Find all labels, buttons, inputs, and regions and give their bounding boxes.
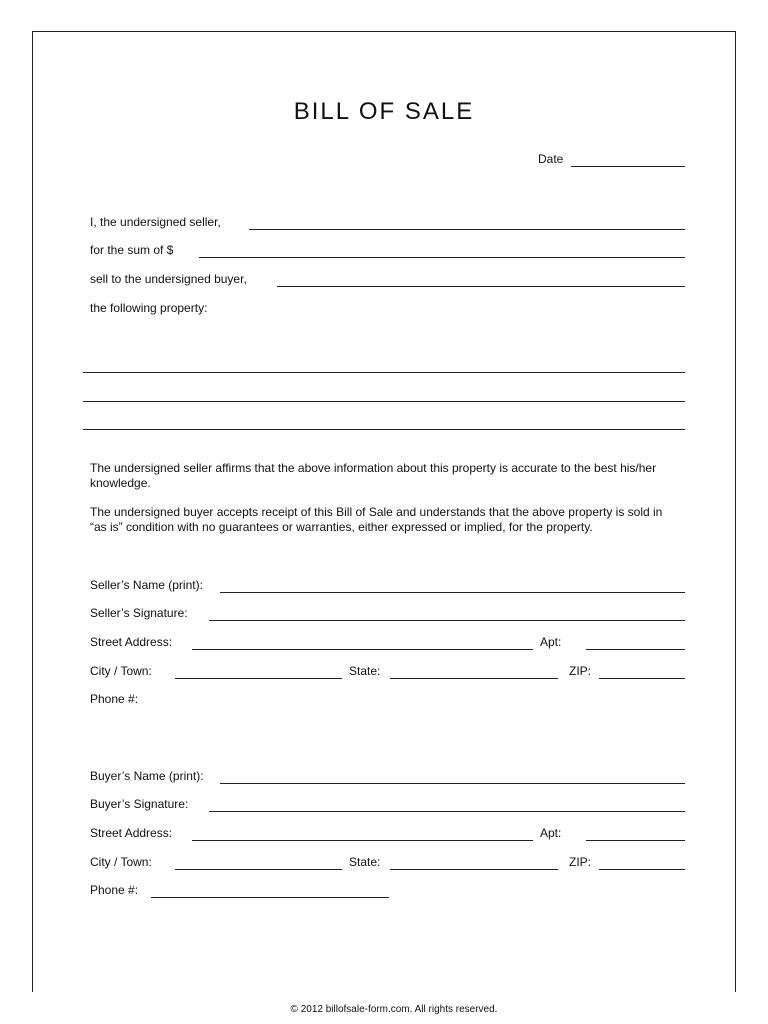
buyer-street-field[interactable]	[192, 840, 533, 841]
sum-label: for the sum of $	[90, 243, 174, 257]
property-line-3[interactable]	[83, 429, 685, 430]
seller-state-label: State:	[349, 664, 381, 678]
seller-street-label: Street Address:	[90, 635, 173, 649]
buyer-line-label: sell to the undersigned buyer,	[90, 272, 247, 286]
buyer-city-field[interactable]	[175, 869, 342, 870]
buyer-phone-label: Phone #:	[90, 883, 139, 897]
seller-name-field[interactable]	[220, 592, 685, 593]
date-label: Date	[538, 152, 564, 166]
buyer-state-label: State:	[349, 855, 381, 869]
seller-city-field[interactable]	[175, 678, 342, 679]
seller-city-label: City / Town:	[90, 664, 152, 678]
seller-zip-field[interactable]	[599, 678, 685, 679]
buyer-apt-field[interactable]	[586, 840, 685, 841]
buyer-signature-field[interactable]	[209, 811, 685, 812]
property-label: the following property:	[90, 301, 208, 315]
buyer-name-field[interactable]	[220, 783, 685, 784]
copyright-footer: © 2012 billofsale-form.com. All rights reserved.	[290, 1004, 498, 1015]
buyer-zip-field[interactable]	[599, 869, 685, 870]
accept-paragraph: The undersigned buyer accepts receipt of this Bill of Sale and understands that the above property is sold in “as is” condition with no guarantees or warranties, either expressed or implied, for the property.	[90, 505, 663, 534]
buyer-signature-label: Buyer’s Signature:	[90, 797, 189, 811]
seller-signature-field[interactable]	[209, 620, 685, 621]
seller-apt-field[interactable]	[586, 649, 685, 650]
seller-line-label: I, the undersigned seller,	[90, 215, 221, 229]
buyer-apt-label: Apt:	[540, 826, 562, 840]
seller-zip-label: ZIP:	[569, 664, 592, 678]
buyer-street-label: Street Address:	[90, 826, 173, 840]
buyer-phone-field[interactable]	[151, 897, 389, 898]
seller-signature-label: Seller’s Signature:	[90, 606, 188, 620]
seller-phone-label: Phone #:	[90, 692, 139, 706]
seller-apt-label: Apt:	[540, 635, 562, 649]
seller-line-field[interactable]	[249, 229, 685, 230]
buyer-city-label: City / Town:	[90, 855, 152, 869]
property-line-2[interactable]	[83, 401, 685, 402]
buyer-zip-label: ZIP:	[569, 855, 592, 869]
affirm-paragraph: The undersigned seller affirms that the above information about this property is accurate to the best his/her knowledge.	[90, 461, 657, 490]
buyer-line-field[interactable]	[277, 286, 685, 287]
seller-street-field[interactable]	[192, 649, 533, 650]
buyer-name-label: Buyer’s Name (print):	[90, 769, 204, 783]
date-field[interactable]	[571, 166, 685, 167]
document-title: BILL OF SALE	[293, 98, 475, 125]
sum-field[interactable]	[199, 257, 685, 258]
seller-state-field[interactable]	[390, 678, 558, 679]
property-line-1[interactable]	[83, 372, 685, 373]
seller-name-label: Seller’s Name (print):	[90, 578, 203, 592]
buyer-state-field[interactable]	[390, 869, 558, 870]
